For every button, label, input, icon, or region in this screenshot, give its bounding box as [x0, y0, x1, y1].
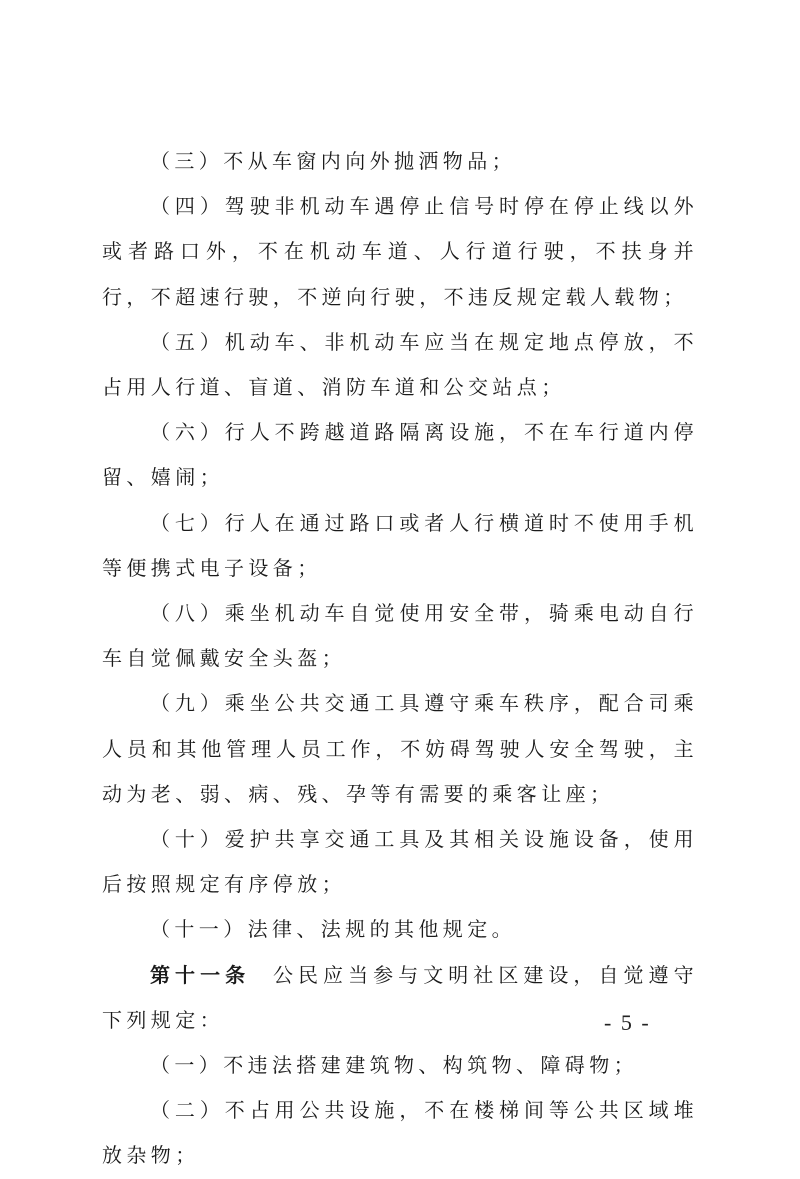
article-heading: 第十一条 [150, 962, 251, 987]
list-item-2: （二）不占用公共设施，不在楼梯间等公共区域堆放杂物； [102, 1098, 698, 1168]
paragraph-10: （十）爱护共享交通工具及其相关设施设备，使用后按照规定有序停放； [102, 827, 698, 897]
page-number: - 5 - [604, 1010, 651, 1035]
paragraph-5: （五）机动车、非机动车应当在规定地点停放，不占用人行道、盲道、消防车道和公交站点； [102, 329, 698, 400]
article-text: 公民应当参与文明社区建设，自觉遵守下列规定： [102, 962, 698, 1032]
paragraph-9: （九）乘坐公共交通工具遵守乘车秩序，配合司乘人员和其他管理人员工作，不妨碍驾驶人安全驾驶，主动为老、弱、病、残、孕等有需要的乘客让座； [102, 691, 698, 806]
paragraph-7: （七）行人在通过路口或者人行横道时不使用手机等便携式电子设备； [102, 510, 698, 580]
paragraph-11: （十一）法律、法规的其他规定。 [150, 917, 516, 942]
paragraph-4: （四）驾驶非机动车遇停止信号时停在停止线以外或者路口外，不在机动车道、人行道行驶，不扶身并行，不超速行驶，不逆向行驶，不违反规定载人载物； [102, 194, 698, 309]
paragraph-6: （六）行人不跨越道路隔离设施，不在车行道内停留、嬉闹； [102, 420, 698, 490]
list-item-1: （一）不违法搭建建筑物、构筑物、障碍物； [150, 1053, 638, 1078]
paragraph-3: （三）不从车窗内向外抛洒物品； [150, 149, 516, 173]
paragraph-8: （八）乘坐机动车自觉使用安全带，骑乘电动自行车自觉佩戴安全头盔； [102, 601, 698, 671]
